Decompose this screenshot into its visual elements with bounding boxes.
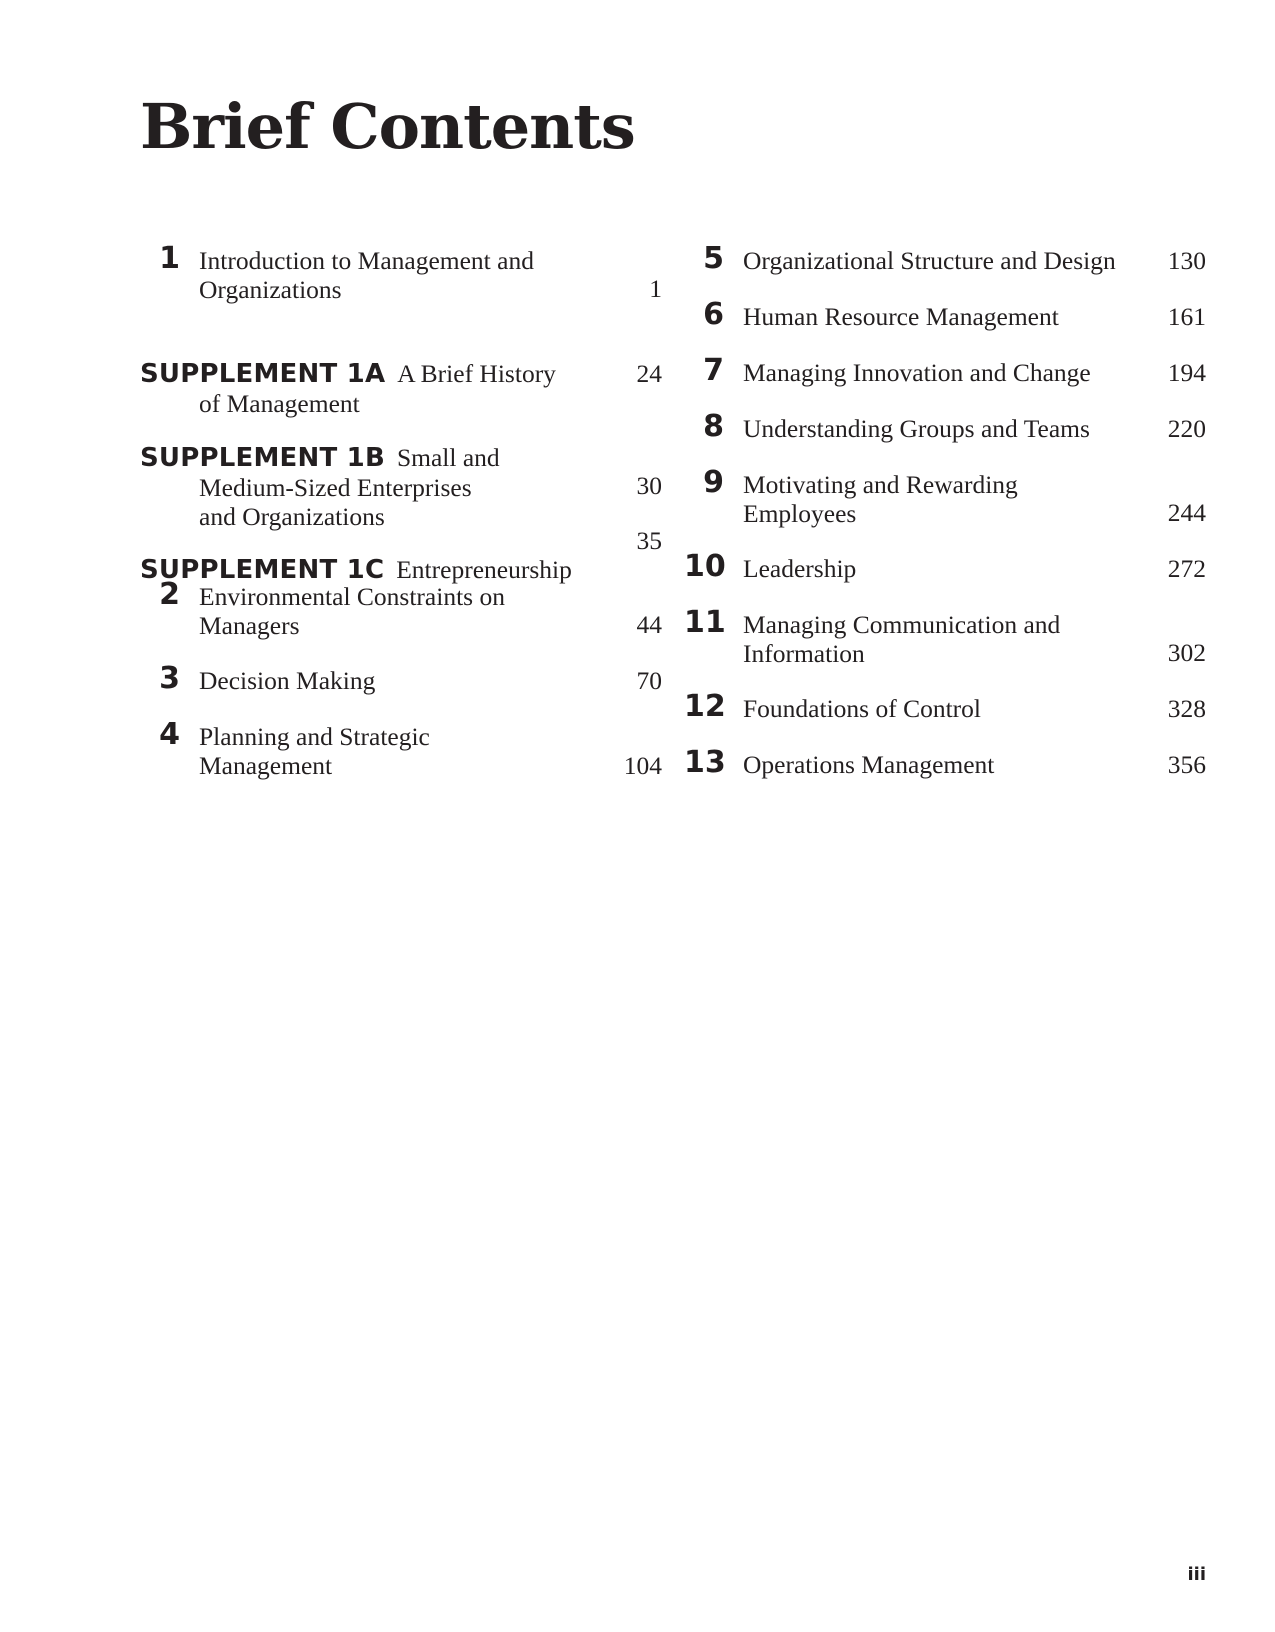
toc-entry-supplement-1b[interactable] xyxy=(140,414,662,531)
chapter-title: Managing Innovation and Change xyxy=(743,358,1091,387)
chapter-title: Planning and Strategic Management xyxy=(199,722,430,780)
chapter-number: 5 xyxy=(703,241,724,276)
page-title: Brief Contents xyxy=(140,90,635,163)
toc-entry-chapter-12[interactable] xyxy=(684,689,1206,750)
page-number: 356 xyxy=(1167,750,1206,779)
chapter-number: 12 xyxy=(684,689,726,724)
page-number: 30 xyxy=(636,471,662,500)
page-folio: iii xyxy=(1187,1564,1206,1585)
toc-entry-chapter-6[interactable] xyxy=(684,297,1206,358)
toc-entry-chapter-8[interactable] xyxy=(684,409,1206,470)
chapter-number: 8 xyxy=(703,409,724,444)
chapter-title: Understanding Groups and Teams xyxy=(743,414,1090,443)
chapter-number: 1 xyxy=(159,241,180,276)
toc-entry-chapter-9[interactable] xyxy=(684,465,1206,554)
page-number: 194 xyxy=(1167,358,1206,387)
page-number: 161 xyxy=(1167,302,1206,331)
page-number: 272 xyxy=(1167,554,1206,583)
chapter-title: Operations Management xyxy=(743,750,995,779)
supplement-title-cont: Medium-Sized Enterprises and Organizations xyxy=(199,473,472,531)
chapter-title: Human Resource Management xyxy=(743,302,1059,331)
chapter-title: Leadership xyxy=(743,554,857,583)
chapter-title: Foundations of Control xyxy=(743,694,982,723)
page-number: 104 xyxy=(623,751,662,780)
page-number: 24 xyxy=(636,359,662,388)
toc-entry-chapter-4[interactable] xyxy=(140,717,662,780)
toc-entry-chapter-2[interactable] xyxy=(140,577,662,666)
toc-entry-chapter-13[interactable] xyxy=(684,745,1206,780)
page-number: 70 xyxy=(636,666,662,695)
chapter-number: 13 xyxy=(684,745,726,780)
page-number: 244 xyxy=(1167,498,1206,527)
supplement-title-first: A Brief History xyxy=(397,359,556,388)
page-number: 220 xyxy=(1167,414,1206,443)
chapter-number: 6 xyxy=(703,297,724,332)
chapter-number: 9 xyxy=(703,465,724,500)
toc-left-column xyxy=(140,241,662,780)
supplement-label: SUPPLEMENT 1A xyxy=(140,359,386,389)
chapter-title: Motivating and Rewarding Employees xyxy=(743,470,1018,528)
toc-entry-supplement-1c[interactable] xyxy=(140,526,662,585)
chapter-number: 3 xyxy=(159,661,180,696)
chapter-title: Introduction to Management and Organizations xyxy=(199,246,534,304)
toc-entry-chapter-7[interactable] xyxy=(684,353,1206,414)
chapter-number: 10 xyxy=(684,549,726,584)
toc-entry-chapter-10[interactable] xyxy=(684,549,1206,610)
supplement-title-first: Small and xyxy=(396,443,500,472)
supplement-title-cont: of Management xyxy=(199,389,360,418)
chapter-title: Organizational Structure and Design xyxy=(743,246,1116,275)
supplement-title-first: Entrepreneurship xyxy=(396,555,572,584)
chapter-number: 11 xyxy=(684,605,726,640)
page-number: 328 xyxy=(1167,694,1206,723)
chapter-number: 7 xyxy=(703,353,724,388)
toc-entry-chapter-1[interactable] xyxy=(140,241,662,330)
page-number: 35 xyxy=(636,526,662,555)
supplement-label: SUPPLEMENT 1C xyxy=(140,555,385,585)
supplement-label: SUPPLEMENT 1B xyxy=(140,443,385,473)
supplement-heading xyxy=(140,526,600,585)
toc-entry-chapter-3[interactable] xyxy=(140,661,662,722)
page-number: 302 xyxy=(1167,638,1206,667)
toc-right-column xyxy=(684,241,1206,780)
toc-entry-chapter-11[interactable] xyxy=(684,605,1206,694)
page-number: 130 xyxy=(1167,246,1206,275)
toc-entry-chapter-5[interactable] xyxy=(684,241,1206,302)
chapter-title: Decision Making xyxy=(199,666,376,695)
page-number: 44 xyxy=(636,610,662,639)
chapter-number: 2 xyxy=(159,577,180,612)
chapter-title: Managing Communication and Information xyxy=(743,610,1061,668)
chapter-number: 4 xyxy=(159,717,180,752)
chapter-title: Environmental Constraints on Managers xyxy=(199,582,505,640)
page-number: 1 xyxy=(649,274,662,303)
toc-entry-supplement-1a[interactable] xyxy=(140,330,662,418)
